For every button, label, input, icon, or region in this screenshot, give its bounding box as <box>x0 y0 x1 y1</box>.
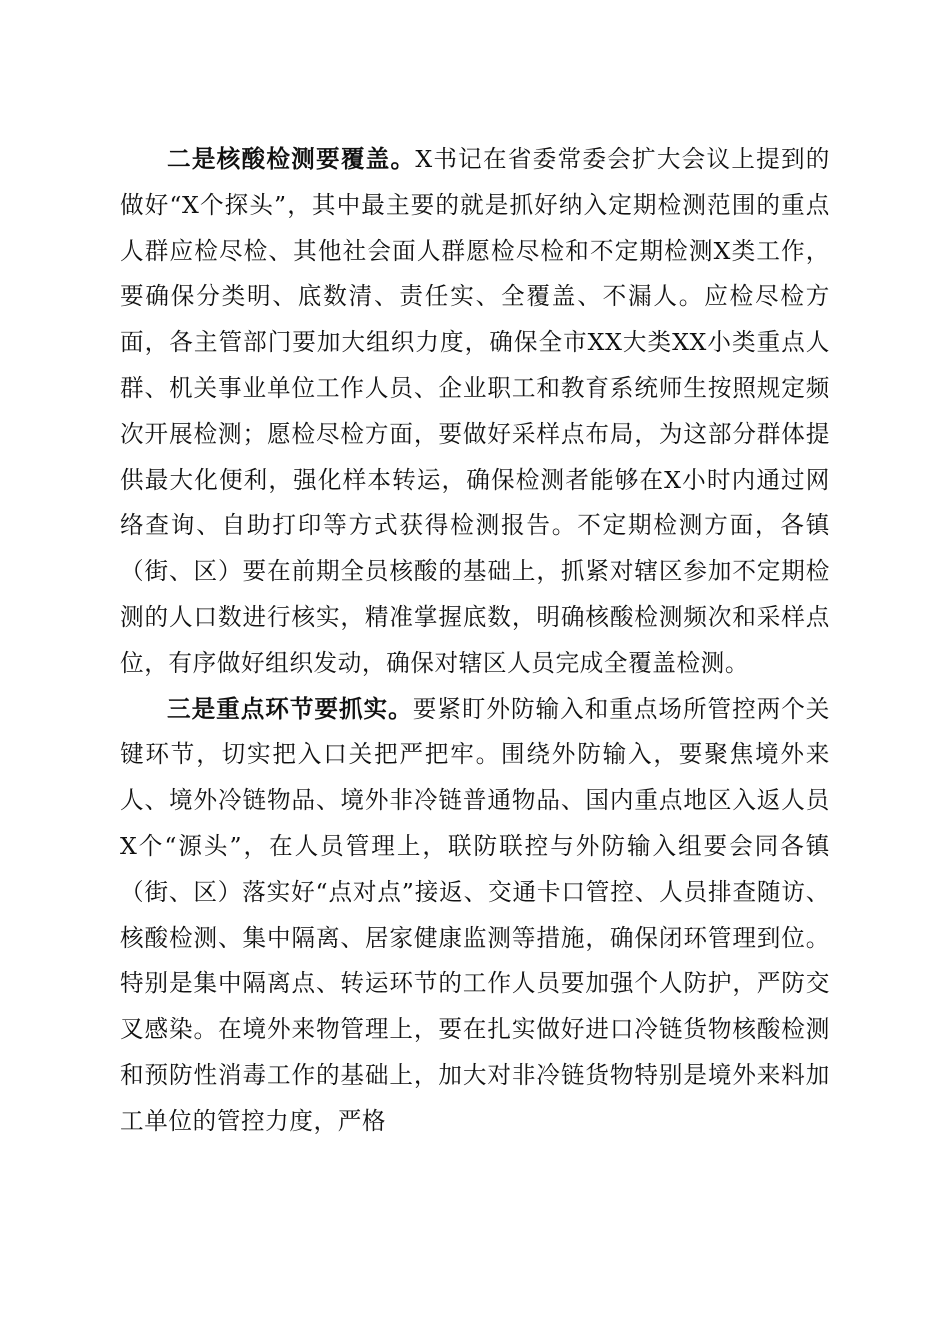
paragraph-key-links <box>120 687 830 1145</box>
paragraph-body-text: X书记在省委常委会扩大会议上提到的做好“X个探头”，其中最主要的就是抓好纳入定期检测范围的重点人群应检尽检、其他社会面人群愿检尽检和不定期检测X类工作，要确保分类明、底数清、责任实、全覆盖、不漏人。应检尽检方面，各主管部门要加大组织力度，确保全市XX大类XX小类重点人群、机关事业单位工作人员、企业职工和教育系统师生按照规定频次开展检测；愿检尽检方面，要做好采样点布局，为这部分群体提供最大化便利，强化样本转运，确保检测者能够在X小时内通过网络查询、自助打印等方式获得检测报告。不定期检测方面，各镇（街、区）要在前期全员核酸的基础上，抓紧对辖区参加不定期检测的人口数进行核实，精准掌握底数，明确核酸检测频次和采样点位，有序做好组织发动，确保对辖区人员完成全覆盖检测。 <box>120 145 830 677</box>
paragraph-lead-heading: 二是核酸检测要覆盖。 <box>167 145 416 173</box>
paragraph-body-text: 要紧盯外防输入和重点场所管控两个关键环节，切实把入口关把严把牢。围绕外防输入，要聚焦境外来人、境外冷链物品、境外非冷链普通物品、国内重点地区入返人员X个“源头”，在人员管理上，联防联控与外防输入组要会同各镇（街、区）落实好“点对点”接返、交通卡口管控、人员排查随访、核酸检测、集中隔离、居家健康监测等措施，确保闭环管理到位。特别是集中隔离点、转运环节的工作人员要加强个人防护，严防交叉感染。在境外来物管理上，要在扎实做好进口冷链货物核酸检测和预防性消毒工作的基础上，加大对非冷链货物特别是境外来料加工单位的管控力度，严格 <box>120 694 830 1135</box>
paragraph-lead-heading: 三是重点环节要抓实。 <box>167 694 413 723</box>
document-page <box>120 137 830 1317</box>
paragraph-nucleic-acid-testing <box>120 137 830 687</box>
